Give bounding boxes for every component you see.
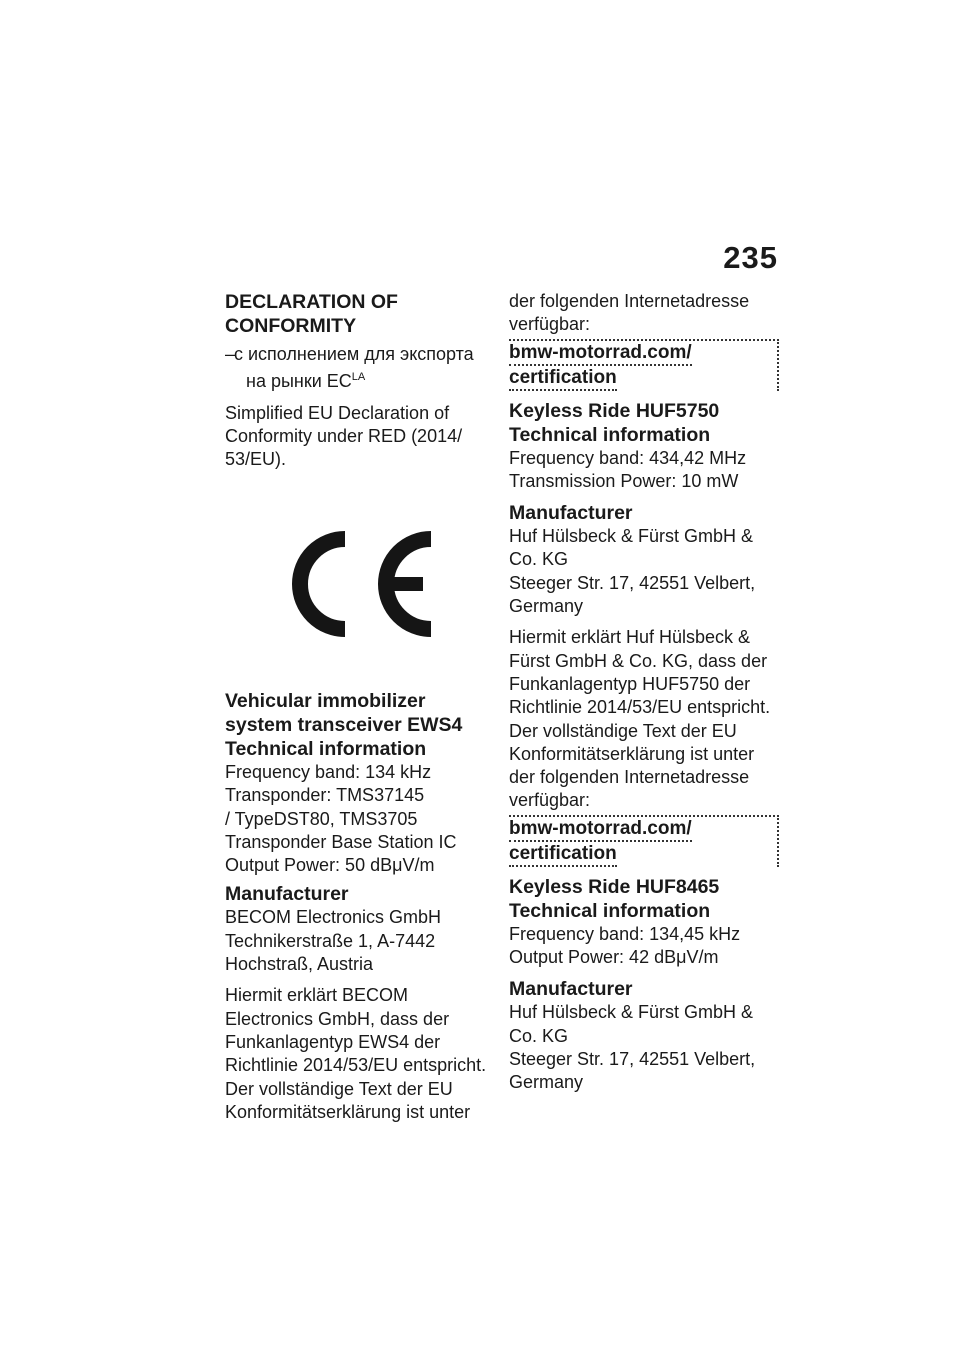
subheading: Technical information [509,899,711,922]
declaration-line: Funkanlagentyp HUF5750 der [509,673,751,694]
tech-line: Transponder Base Station IC [225,831,457,852]
manufacturer-line: Steeger Str. 17, 42551 Velbert, [509,572,756,593]
ce-mark-icon [283,528,435,640]
manufacturer-line: Steeger Str. 17, 42551 Velbert, [509,1048,756,1069]
certification-link[interactable]: bmw-motorrad.com/ [509,341,692,366]
subheading: Manufacturer [509,502,633,525]
certification-link[interactable]: bmw-motorrad.com/ [509,817,692,842]
tech-line: Frequency band: 134 kHz [225,762,432,782]
page-number: 235 [723,240,778,275]
manufacturer-line: Co. KG [509,549,569,570]
section-heading: Keyless Ride HUF8465 [509,875,720,898]
declaration-line: Konformitätserklärung ist unter [509,743,755,764]
variant-note-line: с исполнением для экспорта [234,344,474,364]
declaration-line: Fürst GmbH & Co. KG, dass der [509,650,768,671]
intro-text: 53/EU). [225,449,287,470]
left-column [225,290,497,471]
declaration-line: Der vollständige Text der EU [225,1078,453,1099]
manufacturer-line: Co. KG [509,1025,569,1046]
right-column [509,290,781,1095]
manufacturer-line: Germany [509,596,584,617]
section-heading: Keyless Ride HUF5750 [509,399,720,422]
tech-line: Frequency band: 134,45 kHz [509,923,741,944]
declaration-line: verfügbar: [509,314,591,335]
subheading: Technical information [225,738,427,760]
declaration-line: Hiermit erklärt Huf Hülsbeck & [509,627,751,648]
declaration-line: Hiermit erklärt BECOM [225,985,409,1006]
declaration-line: verfügbar: [509,790,591,811]
certification-link-box[interactable] [509,339,779,391]
tech-line: Frequency band: 434,42 MHz [509,447,747,468]
manufacturer-line: Huf Hülsbeck & Fürst GmbH & [509,1002,754,1023]
bullet-dash: – [225,344,236,364]
variant-note-line: на рынки ЕС [246,371,352,392]
manufacturer-line: Huf Hülsbeck & Fürst GmbH & [509,526,754,547]
declaration-line: Funkanlagentyp EWS4 der [225,1031,441,1052]
manufacturer-line: Germany [509,1072,584,1093]
subheading: Technical information [509,423,711,446]
certification-link[interactable]: certification [509,366,617,391]
subheading: Manufacturer [225,883,349,906]
section-heading: system transceiver EWS4 [225,714,463,736]
manufacturer-line: Technikerstraße 1, A-7442 [225,930,436,951]
tech-line: Transponder: TMS37145 [225,785,425,806]
declaration-line: der folgenden Internetadresse [509,767,750,788]
manufacturer-line: Hochstraß, Austria [225,954,374,975]
declaration-line: der folgenden Internetadresse [509,291,750,311]
intro-text: Conformity under RED (2014/ [225,425,463,446]
section-title: CONFORMITY [225,315,357,337]
tech-line: Output Power: 50 dBμV/m [225,855,435,876]
declaration-line: Der vollständige Text der EU [509,720,737,741]
manufacturer-line: BECOM Electronics GmbH [225,907,442,928]
intro-text: Simplified EU Declaration of [225,402,450,423]
certification-link-box[interactable] [509,815,779,867]
certification-link[interactable]: certification [509,842,617,867]
subheading: Manufacturer [509,978,633,1001]
tech-line: Transmission Power: 10 mW [509,470,739,491]
section-title: DECLARATION OF [225,291,398,313]
tech-line: / TypeDST80, TMS3705 [225,808,418,829]
tech-line: Output Power: 42 dBμV/m [509,947,719,968]
variant-note [225,343,497,394]
left-column-lower [225,689,497,1124]
declaration-line: Electronics GmbH, dass der [225,1008,450,1029]
variant-code: LA [351,371,366,384]
section-heading: Vehicular immobilizer [225,690,426,712]
declaration-line: Konformitätserklärung ist unter [225,1101,471,1122]
declaration-line: Richtlinie 2014/53/EU entspricht. [509,697,771,718]
declaration-line: Richtlinie 2014/53/EU entspricht. [225,1055,487,1076]
